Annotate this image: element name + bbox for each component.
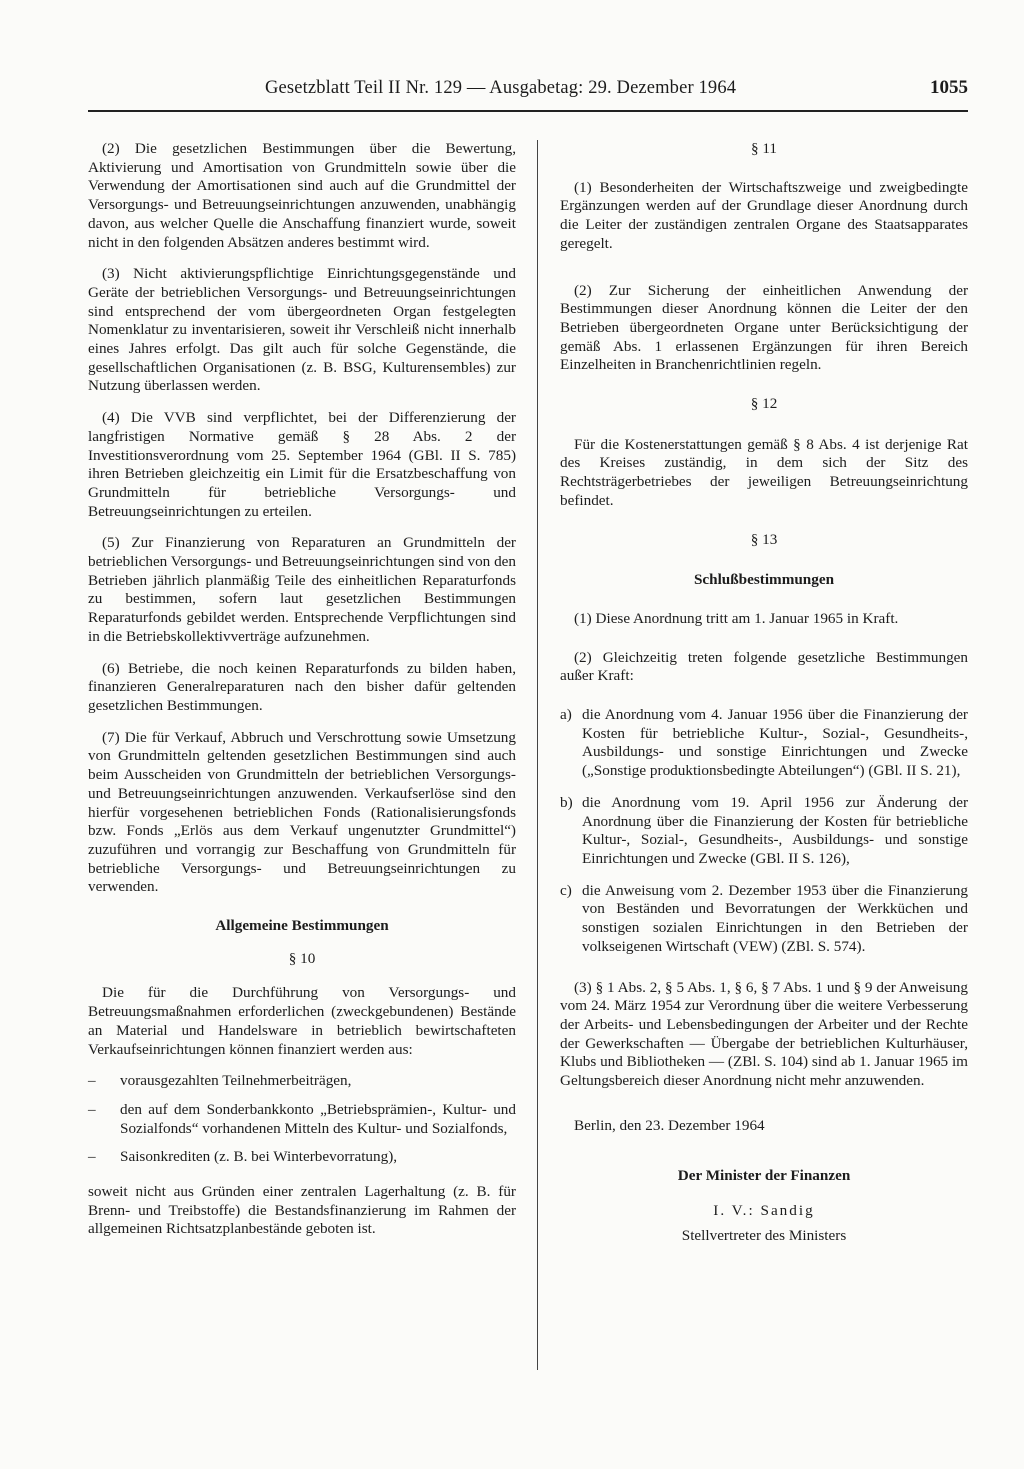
section-10-heading: § 10 <box>288 949 316 967</box>
heading-allgemeine-bestimmungen: Allgemeine Bestimmungen <box>215 917 389 935</box>
list-item-marker: a) <box>560 706 572 724</box>
list-item-text: den auf dem Sonderbankkonto „Betriebsprämien-, Kultur- und Sozialfonds“ vorhandenen Mitteln des Kultur- und Sozialfonds, <box>120 1100 516 1137</box>
page-number: 1055 <box>930 77 968 98</box>
header-title: Gesetzblatt Teil II Nr. 129 — Ausgabetag: 29. Dezember 1964 <box>265 78 737 98</box>
header-rule <box>88 110 968 112</box>
list-item-marker: b) <box>560 793 573 811</box>
section-13-paragraph-3: (3) § 1 Abs. 2, § 5 Abs. 1, § 6, § 7 Abs. 1 und § 9 der Anweisung vom 24. März 1954 zur Verordnung über die weitere Verbesserung der Arbeits- und Lebensbedingungen der Arbeiter und der Rechte der Gewerkschaften — Übergabe der betrieblichen Kulturhäuser, Klubs und Bibliotheken — (ZBl. S. 104) sind ab 1. Januar 1965 im Geltungsbereich dieser Anordnung nicht mehr anzuwenden. <box>560 978 968 1090</box>
dash-marker: – <box>88 1072 96 1090</box>
dash-marker: – <box>88 1148 96 1166</box>
list-item <box>560 706 968 781</box>
page-header <box>0 78 1024 108</box>
list-item-text: Saisonkrediten (z. B. bei Winterbevorratung), <box>120 1148 398 1166</box>
section-13-paragraph-1: (1) Diese Anordnung tritt am 1. Januar 1965 in Kraft. <box>574 609 899 627</box>
column-divider <box>537 140 538 1370</box>
list-item <box>560 794 968 869</box>
section-10-closing: soweit nicht aus Gründen einer zentralen Lagerhaltung (z. B. für Brenn- und Treibstoffe) die Bestandsfinanzierung im Rahmen der allgemeinen Richtsatzplanbestände geboten ist. <box>88 1183 516 1238</box>
list-item <box>88 1101 516 1138</box>
section-12-paragraph: Für die Kostenerstattungen gemäß § 8 Abs. 4 ist derjenige Rat des Kreises zuständig, in dem sich der Sitz des Rechtsträgerbetriebes der jeweiligen Betreuungseinrichtung befindet. <box>560 435 968 509</box>
paragraph-3: (3) Nicht aktivierungspflichtige Einrichtungsgegenstände und Geräte der betrieblichen Versorgungs- und Betreuungseinrichtungen sind entsprechend der vom übergeordneten Organ festgelegten Nomenklatur zu inventarisieren, soweit ihr Verschleiß nicht innerhalb eines Jahres erfolgt. Das gilt auch für solche Gegenstände, die gesellschaftlichen Organisationen (z. B. BSG, Kulturensembles) zur Nutzung überlassen werden. <box>88 265 516 395</box>
list-item-text: die Anordnung vom 4. Januar 1956 über die Finanzierung der Kosten für betriebliche Kultur-, Sozial-, Gesundheits-, Ausbildungs- und sonstige Einrichtungen und Zwecke („Sonstige produktionsbedingte Abteilungen“) (GBl. II S. 21), <box>582 706 968 780</box>
list-item <box>88 1072 516 1091</box>
paragraph-7: (7) Die für Verkauf, Abbruch und Verschrottung sowie Umsetzung von Grundmitteln geltenden gesetzlichen Bestimmungen sind auch beim Ausscheiden von Grundmitteln der betrieblichen Versorgungs- und Betreuungseinrichtungen anzuwenden. Verkaufserlöse sind den hierfür vorgesehenen betrieblichen Fonds (Rationalisierungsfonds bzw. Fonds „Erlös aus dem Verkauf ungenutzter Grundmittel“) zuzuführen und vorrangig zur Beschaffung von Grundmitteln für betriebliche Versorgungs- und Betreuungseinrichtungen zu verwenden. <box>88 728 516 896</box>
paragraph-5: (5) Zur Finanzierung von Reparaturen an Grundmitteln der betrieblichen Versorgungs- und Betreuungseinrichtungen sind von den Betrieben jährlich planmäßig Teile des einheitlichen Reparaturfonds zu bestimmen, sofern laut gesetzlichen Bestimmungen Reparaturfonds gebildet werden. Entsprechende Verpflichtungen sind in die Betriebskollektivverträge aufzunehmen. <box>88 534 516 645</box>
list-item <box>560 882 968 957</box>
section-11-paragraph-1: (1) Besonderheiten der Wirtschaftszweige und zweigbedingte Ergänzungen werden auf der Grundlage dieser Anordnung durch die Leiter der zuständigen zentralen Organe des Staatsapparates geregelt. <box>560 178 968 252</box>
right-column <box>560 140 968 1246</box>
paragraph-4: (4) Die VVB sind verpflichtet, bei der Differenzierung der langfristigen Normative gemäß § 28 Abs. 2 der Investitionsverordnung vom 25. September 1964 (GBl. II S. 785) ihren Betrieben gleichzeitig ein Limit für die Ersatzbeschaffung von Grundmitteln für betriebliche Versorgungs- und Betreuungseinrichtungen zu erteilen. <box>88 409 516 520</box>
heading-schlussbestimmungen: Schlußbestimmungen <box>693 571 835 589</box>
section-10-intro: Die für die Durchführung von Versorgungs- und Betreuungsmaßnahmen erforderlichen (zweckgebundenen) Bestände an Material und Handelsware in betrieblich bewirtschafteten Verkaufseinrichtungen können finanziert werden aus: <box>88 984 516 1058</box>
list-item-text: die Anweisung vom 2. Dezember 1953 über die Finanzierung von Beständen und Bevorratungen der Werkküchen und sonstigen sozialen Einrichtungen in den Betrieben der volkseigenen Wirtschaft (VEW) (ZBl. S. 574). <box>582 881 968 955</box>
left-column <box>88 140 516 1252</box>
paragraph-6: (6) Betriebe, die noch keinen Reparaturfonds zu bilden haben, finanzieren Generalreparaturen nach den bisher dafür geltenden gesetzlichen Bestimmungen. <box>88 659 516 714</box>
section-13-heading: § 13 <box>750 530 778 548</box>
section-13-paragraph-2: (2) Gleichzeitig treten folgende gesetzliche Bestimmungen außer Kraft: <box>560 648 968 685</box>
list-item <box>88 1148 516 1167</box>
section-12-heading: § 12 <box>750 395 778 413</box>
list-item-text: die Anordnung vom 19. April 1956 zur Änderung der Anordnung über die Finanzierung der Kosten für betriebliche Kultur-, Sozial-, Gesundheits-, Ausbildungs- und sonstige Einrichtungen und Zwecke (GBl. II S. 126), <box>582 793 968 867</box>
section-11-paragraph-2: (2) Zur Sicherung der einheitlichen Anwendung der Bestimmungen dieser Anordnung können die Leiter der den Betrieben übergeordneten Organe unter Berücksichtigung der gemäß Abs. 1 erlassenen Ergänzungen für ihren Bereich Einzelheiten in Branchenrichtlinien regeln. <box>560 281 968 374</box>
signer-name: I. V.: Sandig <box>713 1202 815 1220</box>
list-item-marker: c) <box>560 881 572 899</box>
signer-title: Der Minister der Finanzen <box>677 1167 851 1185</box>
dash-marker: – <box>88 1100 96 1118</box>
place-and-date: Berlin, den 23. Dezember 1964 <box>574 1116 765 1134</box>
section-11-heading: § 11 <box>750 140 777 157</box>
list-item-text: vorausgezahlten Teilnehmerbeiträgen, <box>120 1072 352 1090</box>
paragraph-2: (2) Die gesetzlichen Bestimmungen über die Bewertung, Aktivierung und Amortisation von Grundmitteln sowie über die Verwendung der Amortisationen sind auch auf die Grundmittel der Versorgungs- und Betreuungseinrichtungen anzuwenden, unabhängig davon, aus welcher Quelle die Anschaffung finanziert wurde, soweit nicht in den folgenden Absätzen anderes bestimmt wird. <box>88 140 516 251</box>
signer-role: Stellvertreter des Ministers <box>681 1226 847 1244</box>
